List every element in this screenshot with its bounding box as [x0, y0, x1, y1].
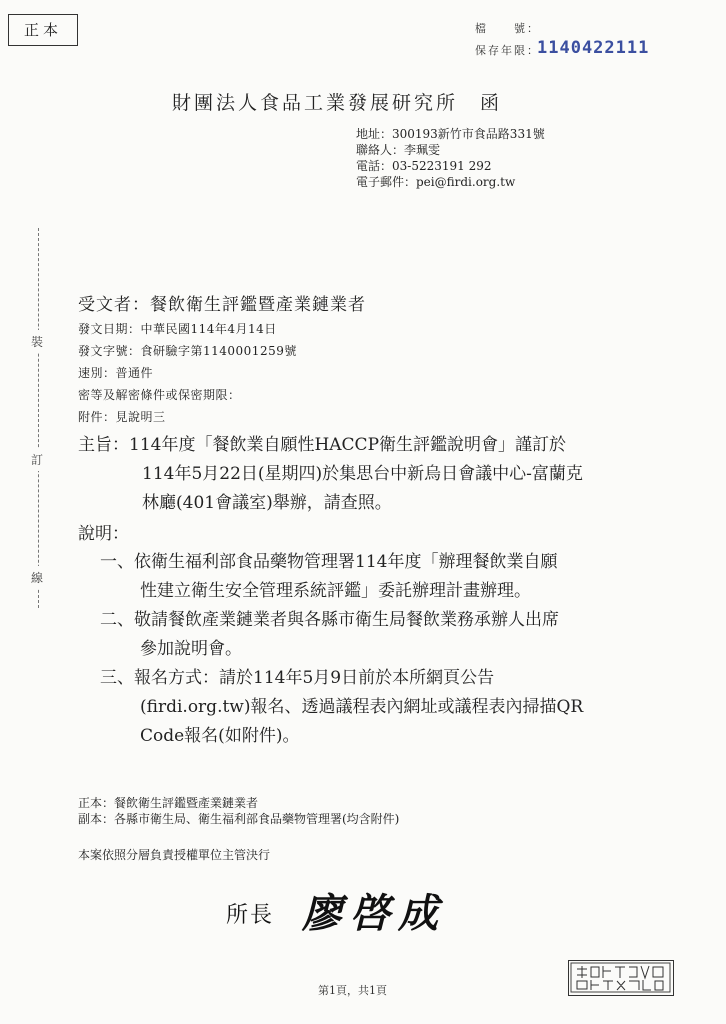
contact-email: 電子郵件：pei@firdi.org.tw: [356, 175, 516, 189]
contact-person: 聯絡人：李珮雯: [356, 143, 441, 157]
issue-date: 發文日期：中華民國114年4月14日: [78, 322, 277, 336]
recipient: 受文者：餐飲衛生評鑑暨產業鏈業者: [78, 295, 366, 315]
delivery-speed: 速別：普通件: [78, 366, 154, 380]
signature-name: 廖啓成: [302, 890, 446, 937]
binding-line: [38, 228, 39, 608]
authorization-note: 本案依照分層負責授權單位主管決行: [78, 848, 271, 862]
distribution-copy: 副本：各縣市衛生局、衛生福利部食品藥物管理署(均含附件): [78, 812, 400, 826]
description-heading: 說明：: [78, 524, 129, 544]
issue-number: 發文字號：食研驗字第1140001259號: [78, 344, 297, 358]
file-number-label: 檔 號：: [475, 22, 540, 35]
signature-title: 所長: [226, 903, 275, 928]
binding-char-3: 線: [31, 566, 43, 589]
retention-value: 1140422111: [537, 38, 650, 58]
page-number: 第1頁，共1頁: [318, 984, 387, 997]
description-item-3: [100, 664, 583, 751]
item-1-line-1: 一、依衛生福利部食品藥物管理署114年度「辦理餐飲業自願: [100, 552, 558, 572]
subject-line-3: 林廳(401會議室)舉辦，請查照。: [142, 493, 392, 513]
item-1-line-2: 性建立衛生安全管理系統評鑑」委託辦理計畫辦理。: [140, 581, 531, 601]
subject: [78, 431, 583, 518]
distribution-original: 正本：餐飲衛生評鑑暨產業鏈業者: [78, 796, 259, 810]
item-2-line-1: 二、敬請餐飲產業鏈業者與各縣市衛生局餐飲業務承辦人出席: [100, 610, 559, 630]
description-item-2: [100, 606, 559, 664]
org-seal: [568, 960, 674, 996]
org-title: [172, 88, 502, 115]
doc-kind: 函: [480, 92, 503, 114]
binding-char-1: 裝: [31, 330, 43, 353]
binding-char-2: 訂: [31, 448, 43, 471]
item-3-line-1: 三、報名方式：請於114年5月9日前於本所網頁公告: [100, 668, 495, 688]
item-2-line-2: 參加說明會。: [140, 639, 242, 659]
attachment: 附件：見說明三: [78, 410, 166, 424]
subject-line-1: 主旨：114年度「餐飲業自願性HACCP衛生評鑑說明會」謹訂於: [78, 435, 567, 455]
seal-graphic: [569, 961, 672, 994]
contact-address: 地址：300193新竹市食品路331號: [356, 127, 545, 141]
secrecy-level: 密等及解密條件或保密期限：: [78, 388, 241, 402]
copy-type-stamp: 正本: [8, 14, 78, 46]
contact-phone: 電話：03-5223191 292: [356, 159, 492, 173]
retention-label: 保存年限：: [475, 44, 540, 57]
org-name: 財團法人食品工業發展研究所: [172, 92, 459, 114]
description-item-1: [100, 548, 557, 606]
item-3-line-3: Code報名(如附件)。: [140, 726, 300, 746]
item-3-line-2: (firdi.org.tw)報名、透過議程表內網址或議程表內掃描QR: [140, 697, 584, 717]
subject-line-2: 114年5月22日(星期四)於集思台中新烏日會議中心-富蘭克: [142, 464, 583, 484]
